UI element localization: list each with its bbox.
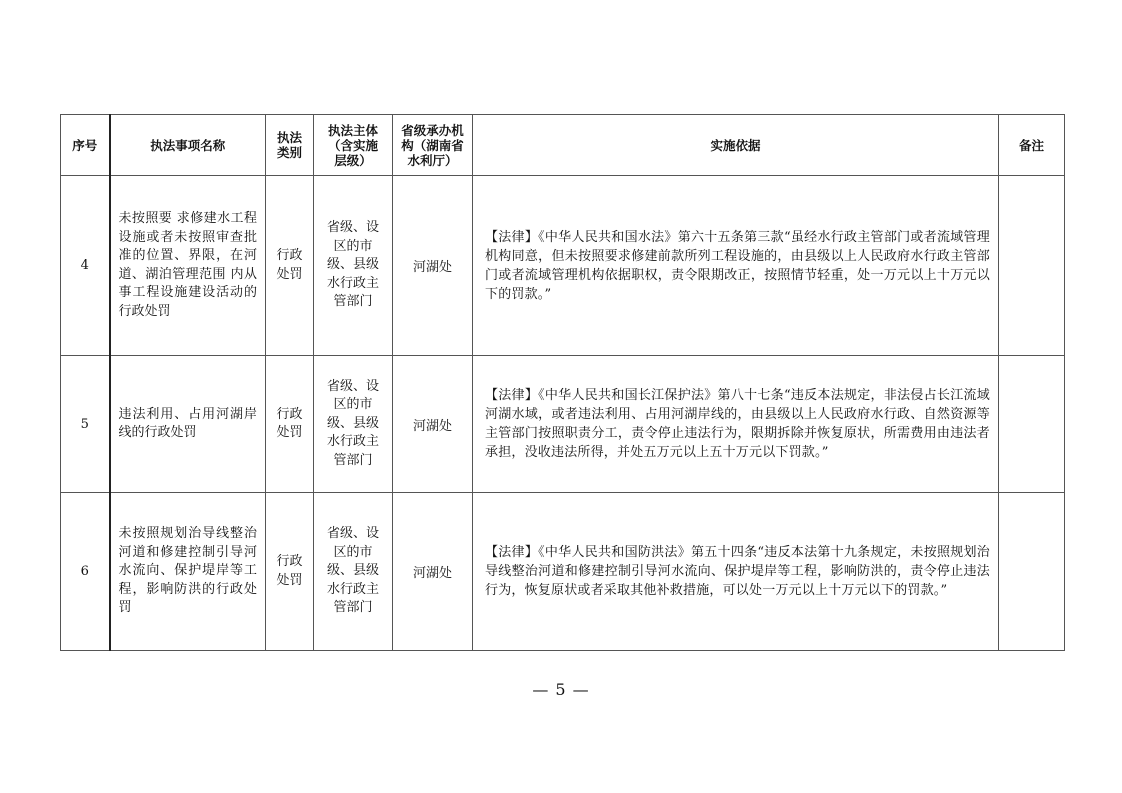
header-seq: 序号 — [61, 115, 110, 176]
row-category-text: 行政处罚 — [276, 554, 303, 588]
row-seq: 4 — [61, 176, 110, 356]
row-category-text: 行政处罚 — [276, 248, 303, 282]
row-seq: 6 — [61, 493, 110, 651]
row-basis: 【法律】《中华人民共和国长江保护法》第八十七条“违反本法规定，非法侵占长江流域河湖水域，或者违法利用、占用河湖岸线的，由县级以上人民政府水行政、自然资源等主管部门按照职责分工，责令停止违法行为，限期拆除并恢复原状，所需费用由违法者承担，没收违法所得，并处五万元以上五十万元以下罚款。” — [473, 356, 999, 493]
row-item-name: 违法利用、占用河湖岸线的行政处罚 — [110, 356, 266, 493]
row-remark — [999, 176, 1065, 356]
row-remark — [999, 493, 1065, 651]
row-subject-text: 省级、设区的市级、县级水行政主管部门 — [326, 526, 379, 616]
row-subject-text: 省级、设区的市级、县级水行政主管部门 — [326, 378, 379, 468]
header-category: 执法类别 — [266, 115, 314, 176]
header-office: 省级承办机构（湖南省水利厅） — [393, 115, 473, 176]
row-subject — [314, 176, 393, 356]
row-category — [266, 493, 314, 651]
header-subject: 执法主体（含实施层级） — [314, 115, 393, 176]
row-remark — [999, 356, 1065, 493]
enforcement-table — [60, 114, 1065, 651]
row-basis: 【法律】《中华人民共和国防洪法》第五十四条“违反本法第十九条规定，未按照规划治导线整治河道和修建控制引导河水流向、保护堤岸等工程，影响防洪的，责令停止违法行为，恢复原状或者采取其他补救措施，可以处一万元以上十万元以下的罚款。” — [473, 493, 999, 651]
row-office: 河湖处 — [393, 356, 473, 493]
table-row — [61, 176, 1065, 356]
row-office: 河湖处 — [393, 176, 473, 356]
table-row — [61, 493, 1065, 651]
header-name: 执法事项名称 — [110, 115, 266, 176]
table-header-row — [61, 115, 1065, 176]
row-category — [266, 356, 314, 493]
row-subject — [314, 356, 393, 493]
header-basis: 实施依据 — [473, 115, 999, 176]
row-office: 河湖处 — [393, 493, 473, 651]
row-seq: 5 — [61, 356, 110, 493]
row-category — [266, 176, 314, 356]
row-subject-text: 省级、设区的市级、县级水行政主管部门 — [326, 220, 379, 310]
header-remark: 备注 — [999, 115, 1065, 176]
row-subject — [314, 493, 393, 651]
row-item-name: 未按照要 求修建水工程设施或者未按照审查批准的位置、界限，在河道、湖泊管理范围 内从事工程设施建设活动的行政处罚 — [110, 176, 266, 356]
table-row — [61, 356, 1065, 493]
row-basis: 【法律】《中华人民共和国水法》第六十五条第三款“虽经水行政主管部门或者流域管理机构同意，但未按照要求修建前款所列工程设施的，由县级以上人民政府水行政主管部门或者流域管理机构依据职权，责令限期改正，按照情节轻重，处一万元以上十万元以下的罚款。” — [473, 176, 999, 356]
row-item-name: 未按照规划治导线整治河道和修建控制引导河水流向、保护堤岸等工程，影响防洪的行政处罚 — [110, 493, 266, 651]
page-number: — 5 — — [532, 680, 590, 699]
row-category-text: 行政处罚 — [276, 406, 303, 440]
